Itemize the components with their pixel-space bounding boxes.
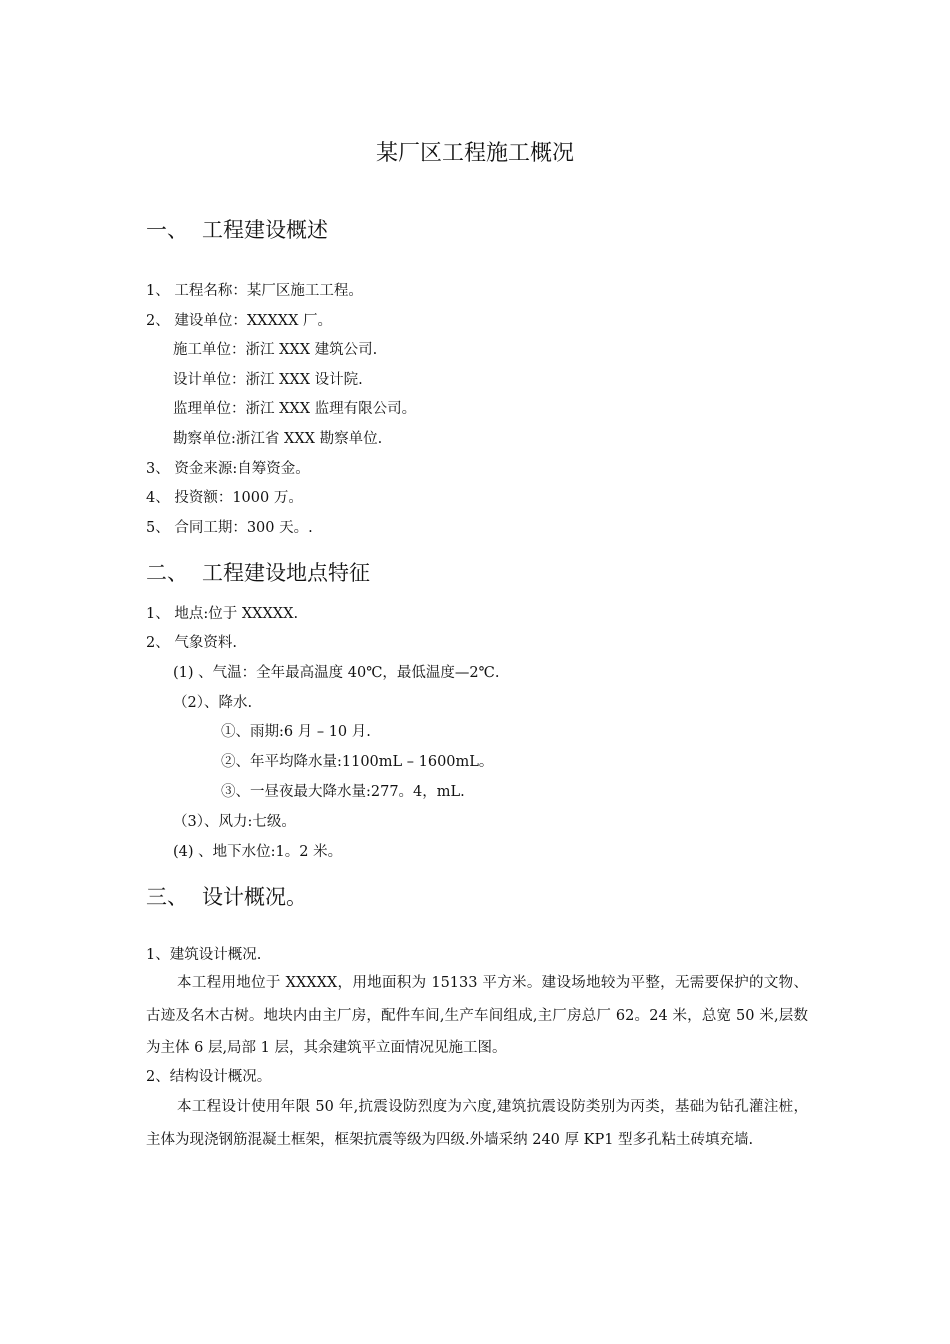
list-item: 施工单位：浙江 XXX 建筑公司. bbox=[173, 342, 378, 358]
list-item: 2、 建设单位：XXXXX 厂。 bbox=[146, 313, 333, 329]
list-item: (1) 、气温：全年最高温度 40℃，最低温度—2℃. bbox=[173, 665, 500, 681]
list-item: （2）、降水. bbox=[173, 695, 253, 711]
section-heading-1 bbox=[146, 214, 328, 244]
list-item: 4、 投资额：1000 万。 bbox=[146, 490, 303, 506]
list-item: （3）、风力:七级。 bbox=[173, 814, 296, 830]
section-number: 二、 bbox=[146, 561, 188, 585]
list-item: 设计单位：浙江 XXX 设计院. bbox=[173, 372, 363, 388]
section-title: 设计概况。 bbox=[202, 885, 307, 909]
section-number: 一、 bbox=[146, 218, 188, 242]
list-item: 1、建筑设计概况. bbox=[146, 947, 262, 963]
list-item: 2、结构设计概况。 bbox=[146, 1069, 272, 1085]
section-heading-2 bbox=[146, 557, 370, 587]
section-title: 工程建设概述 bbox=[202, 218, 328, 242]
document-title: 某厂区工程施工概况 bbox=[375, 141, 574, 166]
list-item: ①、雨期:6 月 – 10 月. bbox=[221, 724, 371, 740]
list-item: 监理单位：浙江 XXX 监理有限公司。 bbox=[173, 401, 417, 417]
section-title: 工程建设地点特征 bbox=[202, 561, 370, 585]
list-item: 2、 气象资料. bbox=[146, 635, 237, 651]
list-item: 1、 地点:位于 XXXXX. bbox=[146, 606, 299, 622]
list-item: 5、 合同工期：300 天。. bbox=[146, 520, 313, 536]
list-item: 1、 工程名称：某厂区施工工程。 bbox=[146, 283, 363, 299]
body-paragraph: 本工程设计使用年限 50 年,抗震设防烈度为六度,建筑抗震设防类别为丙类，基础为钻孔灌注桩，主体为现浇钢筋混凝土框架，框架抗震等级为四级.外墙采纳 240 厚 KP1 型多孔粘土砖填充墙. bbox=[146, 1099, 808, 1148]
body-paragraph: 本工程用地位于 XXXXX，用地面积为 15133 平方米。建设场地较为平整，无需要保护的文物、古迹及名木古树。地块内由主厂房，配件车间,生产车间组成,主厂房总厂 62。24 米，总宽 50 米,层数为主体 6 层,局部 1 层，其余建筑平立面情况见施工图。 bbox=[146, 975, 808, 1056]
list-item: (4) 、地下水位:1。2 米。 bbox=[173, 844, 343, 860]
list-item: 勘察单位:浙江省 XXX 勘察单位. bbox=[173, 431, 383, 447]
list-item: 3、 资金来源:自筹资金。 bbox=[146, 461, 310, 477]
section-number: 三、 bbox=[146, 885, 188, 909]
section-heading-3 bbox=[146, 881, 307, 911]
list-item: ②、年平均降水量:1100mL – 1600mL。 bbox=[221, 754, 494, 770]
list-item: ③、一昼夜最大降水量:277。4，mL. bbox=[221, 784, 465, 800]
